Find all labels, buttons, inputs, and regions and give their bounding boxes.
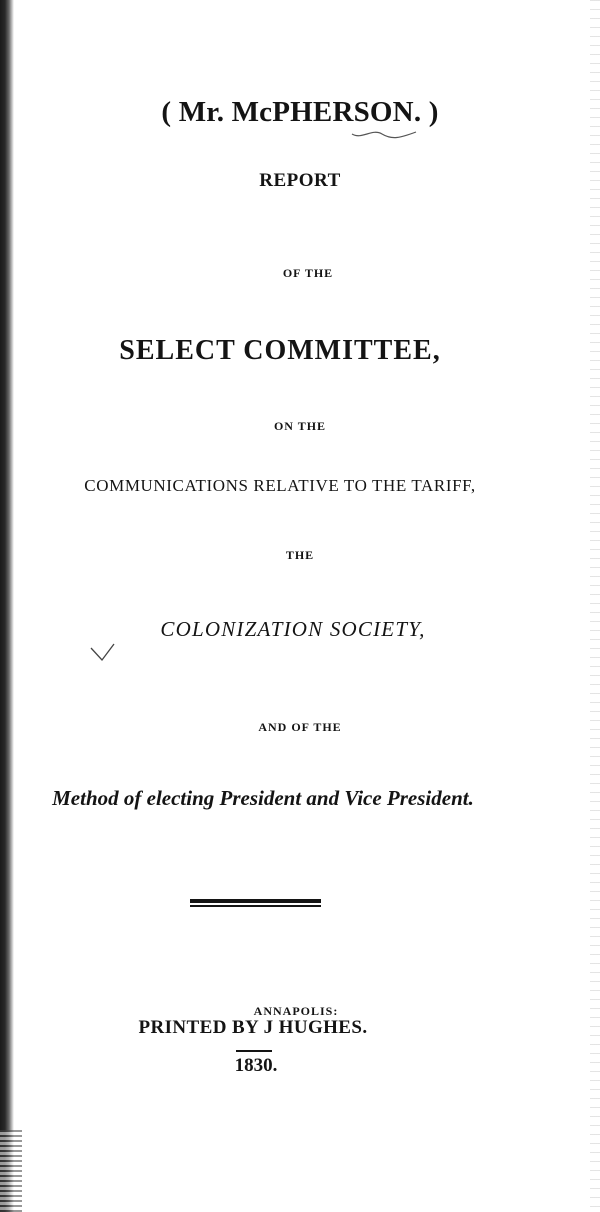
imprint-year: 1830. (234, 1055, 278, 1076)
pencil-check-mark (88, 642, 118, 664)
imprint-printer: PRINTED BY J HUGHES. (138, 1017, 368, 1038)
rule-thick (190, 899, 321, 903)
short-rule (236, 1050, 272, 1052)
on-the-label: ON THE (273, 419, 327, 433)
the-label: THE (285, 548, 315, 562)
report-title: REPORT (259, 170, 341, 191)
and-of-the-label: AND OF THE (258, 720, 342, 734)
committee-title: SELECT COMMITTEE, (119, 335, 441, 366)
subject-election: Method of electing President and Vice President. (52, 786, 474, 810)
of-the-label: OF THE (282, 266, 334, 280)
rule-thin (190, 905, 321, 907)
subject-tariff: COMMUNICATIONS RELATIVE TO THE TARIFF, (84, 476, 476, 495)
double-rule (190, 899, 321, 909)
imprint-place: ANNAPOLIS: (253, 1004, 339, 1018)
pencil-flourish-mark (350, 124, 420, 144)
heading-name: ( Mr. McPHERSON. ) (161, 96, 439, 128)
subject-colonization: COLONIZATION SOCIETY, (160, 617, 426, 641)
scan-edge-specks (0, 1130, 22, 1212)
